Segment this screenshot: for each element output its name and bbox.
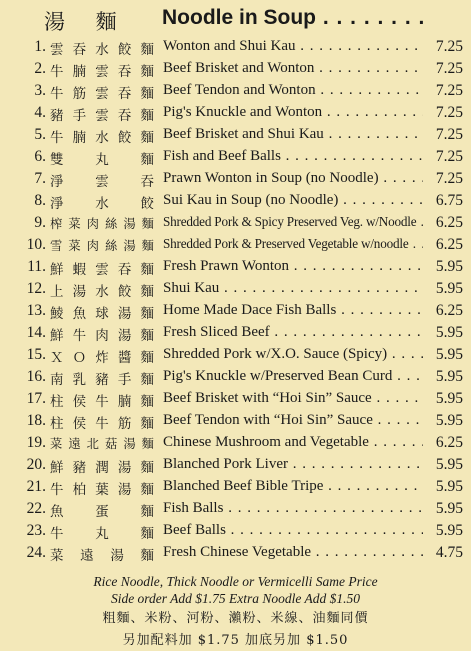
menu-item-name-en: Pig's Knuckle and Wonton . . . — [163, 104, 425, 121]
menu-item — [0, 365, 471, 387]
menu-item — [0, 145, 471, 167]
menu-item-number: 11. — [27, 258, 46, 275]
menu-item-number: 22. — [26, 500, 46, 517]
section-header — [0, 4, 471, 34]
menu-item — [0, 453, 471, 475]
menu-item-name-en: Blanched Beef Bible Tripe . . . — [163, 478, 425, 495]
footer-note-line3: 粗麵、米粉、河粉、瀨粉、米線、油麵同價 — [102, 611, 369, 626]
menu-item-price: 6.25 — [423, 214, 463, 232]
menu-item-number: 23. — [26, 522, 46, 539]
menu-item-name-en: Sui Kau in Soup (no Noodle) . . . — [163, 192, 425, 209]
menu-item — [0, 101, 471, 123]
menu-item-number: 12. — [26, 280, 46, 297]
menu-item-name-zh: 豬 手 雲 吞 麵 — [50, 108, 154, 124]
menu-item — [0, 519, 471, 541]
menu-item-number: 2. — [34, 60, 46, 77]
menu-item-price: 5.95 — [423, 412, 463, 430]
menu-item-price: 7.25 — [423, 38, 463, 56]
menu-item-number: 24. — [26, 544, 46, 561]
menu-item-name-en: Fish Balls . . . — [163, 500, 425, 517]
menu-item-name-en: Pig's Knuckle w/Preserved Bean Curd . . . — [163, 368, 425, 385]
menu-item — [0, 167, 471, 189]
menu-item-name-en: Fish and Beef Balls . . . — [163, 148, 425, 165]
menu-item-name-en: Shredded Pork w/X.O. Sauce (Spicy) . . . — [163, 346, 425, 363]
menu-item-name-zh: 牛 腩 雲 吞 麵 — [50, 64, 154, 80]
menu-item-price: 5.95 — [423, 478, 463, 496]
menu-item-name-en: Wonton and Shui Kau . . . — [163, 38, 425, 55]
menu-item-price: 5.95 — [423, 346, 463, 364]
menu-item — [0, 299, 471, 321]
menu-item-price: 6.25 — [423, 302, 463, 320]
menu-list — [0, 35, 471, 563]
menu-item-name-en: Home Made Dace Fish Balls . . . — [163, 302, 425, 319]
menu-item-name-zh: 柱 侯 牛 腩 麵 — [50, 394, 154, 410]
menu-item — [0, 211, 471, 233]
menu-item-name-en: Beef Tendon and Wonton . . . — [163, 82, 425, 99]
menu-item — [0, 189, 471, 211]
menu-item-name-zh: 牛 丸 麵 — [50, 526, 154, 542]
menu-item-price: 7.25 — [423, 82, 463, 100]
menu-item-name-en: Chinese Mushroom and Vegetable . . . — [163, 434, 425, 451]
menu-item — [0, 475, 471, 497]
menu-item-price: 5.95 — [423, 280, 463, 298]
menu-item-name-en: Beef Brisket and Shui Kau . . . — [163, 126, 425, 143]
menu-item-price: 5.95 — [423, 324, 463, 342]
menu-item-number: 17. — [26, 390, 46, 407]
menu-item — [0, 277, 471, 299]
menu-item — [0, 255, 471, 277]
menu-item-name-en: Beef Brisket and Wonton . . . — [163, 60, 425, 77]
menu-footer — [0, 573, 471, 651]
menu-item-number: 9. — [34, 214, 46, 231]
menu-item-name-en: Fresh Prawn Wonton . . . — [163, 258, 425, 275]
menu-item-name-zh: 牛 筋 雲 吞 麵 — [50, 86, 154, 102]
menu-item-name-zh: Ｘ Ｏ 炸 醬 麵 — [50, 350, 154, 366]
menu-item — [0, 321, 471, 343]
menu-item-number: 21. — [26, 478, 46, 495]
menu-item-name-en: Shui Kau . . . — [163, 280, 425, 297]
menu-item-price: 7.25 — [423, 126, 463, 144]
section-title-en: Noodle in Soup . . . — [162, 6, 425, 30]
menu-item — [0, 497, 471, 519]
menu-item-name-zh: 南 乳 豬 手 麵 — [50, 372, 154, 388]
menu-item-number: 8. — [34, 192, 46, 209]
menu-item — [0, 79, 471, 101]
menu-item-price: 5.95 — [423, 500, 463, 518]
menu-item-price: 7.25 — [423, 104, 463, 122]
menu-item-name-zh: 淨 水 餃 — [50, 196, 154, 212]
menu-item-name-zh: 雪 菜 肉 絲 湯 麵 — [50, 239, 154, 253]
menu-item-price: 5.95 — [423, 368, 463, 386]
menu-item — [0, 541, 471, 563]
menu-item-price: 7.25 — [423, 60, 463, 78]
menu-item-number: 16. — [26, 368, 46, 385]
menu-item — [0, 233, 471, 255]
menu-item-number: 3. — [34, 82, 46, 99]
menu-item-price: 7.25 — [423, 148, 463, 166]
menu-item-name-zh: 菜 遠 北 菇 湯 麵 — [50, 437, 154, 451]
menu-item — [0, 35, 471, 57]
menu-item-name-zh: 上 湯 水 餃 麵 — [50, 284, 154, 300]
menu-item-name-zh: 淨 雲 吞 — [50, 174, 154, 190]
menu-item-number: 14. — [26, 324, 46, 341]
section-title-zh: 湯 麵 — [44, 10, 129, 34]
menu-item-number: 7. — [34, 170, 46, 187]
menu-item-number: 5. — [34, 126, 46, 143]
menu-item-name-en: Blanched Pork Liver . . . — [163, 456, 425, 473]
menu-item — [0, 57, 471, 79]
menu-item-price: 6.75 — [423, 192, 463, 210]
menu-item — [0, 431, 471, 453]
menu-item-name-en: Fresh Chinese Vegetable . . . — [163, 544, 425, 561]
menu-item-name-zh: 鮮 牛 肉 湯 麵 — [50, 328, 154, 344]
menu-item-price: 6.25 — [423, 434, 463, 452]
menu-item-number: 18. — [26, 412, 46, 429]
menu-item-price: 5.95 — [423, 522, 463, 540]
menu-item-name-zh: 牛 柏 葉 湯 麵 — [50, 482, 154, 498]
menu-item-name-en: Beef Tendon with “Hoi Sin” Sauce . . . — [163, 412, 425, 429]
menu-item-number: 13. — [26, 302, 46, 319]
menu-item-price: 7.25 — [423, 170, 463, 188]
menu-item — [0, 409, 471, 431]
menu-item — [0, 343, 471, 365]
menu-item-name-en: Shredded Pork & Spicy Preserved Veg. w/Noodle . . . — [163, 214, 425, 230]
menu-item-price: 5.95 — [423, 390, 463, 408]
menu-item-name-zh: 榨 菜 肉 絲 湯 麵 — [50, 217, 154, 231]
menu-item-number: 1. — [34, 38, 46, 55]
menu-item-price: 6.25 — [423, 236, 463, 254]
menu-item-name-en: Shredded Pork & Preserved Vegetable w/noodle . . . — [163, 236, 425, 252]
menu-item-number: 20. — [26, 456, 46, 473]
menu-item-name-zh: 雙 丸 麵 — [50, 152, 154, 168]
menu-item-price: 4.75 — [423, 544, 463, 562]
menu-item-number: 19. — [26, 434, 46, 451]
footer-note-line1: Rice Noodle, Thick Noodle or Vermicelli Same Price — [93, 574, 378, 589]
menu-item-name-en: Beef Balls . . . — [163, 522, 425, 539]
menu-item-number: 4. — [34, 104, 46, 121]
menu-item-name-zh: 牛 腩 水 餃 麵 — [50, 130, 154, 146]
menu-item-number: 10. — [26, 236, 46, 253]
menu-item-name-zh: 鮮 蝦 雲 吞 麵 — [50, 262, 154, 278]
menu-item-price: 5.95 — [423, 258, 463, 276]
menu-item — [0, 123, 471, 145]
menu-item-name-zh: 柱 侯 牛 筋 麵 — [50, 416, 154, 432]
menu-item-name-en: Prawn Wonton in Soup (no Noodle) . . . — [163, 170, 425, 187]
menu-item-name-zh: 魚 蛋 麵 — [50, 504, 154, 520]
menu-item-name-en: Fresh Sliced Beef . . . — [163, 324, 425, 341]
menu-item-name-en: Beef Brisket with “Hoi Sin” Sauce . . . — [163, 390, 425, 407]
menu-item-name-zh: 雲 吞 水 餃 麵 — [50, 42, 154, 58]
menu-item-name-zh: 鯪 魚 球 湯 麵 — [50, 306, 154, 322]
footer-note-line4: 另加配料加 $1.75 加底另加 $1.50 — [122, 633, 349, 648]
menu-item-name-zh: 菜 遠 湯 麵 — [50, 548, 154, 564]
menu-item — [0, 387, 471, 409]
footer-note-line2: Side order Add $1.75 Extra Noodle Add $1.50 — [110, 591, 361, 606]
menu-item-number: 6. — [34, 148, 46, 165]
menu-item-price: 5.95 — [423, 456, 463, 474]
menu-item-number: 15. — [26, 346, 46, 363]
menu-item-name-zh: 鮮 豬 潤 湯 麵 — [50, 460, 154, 476]
